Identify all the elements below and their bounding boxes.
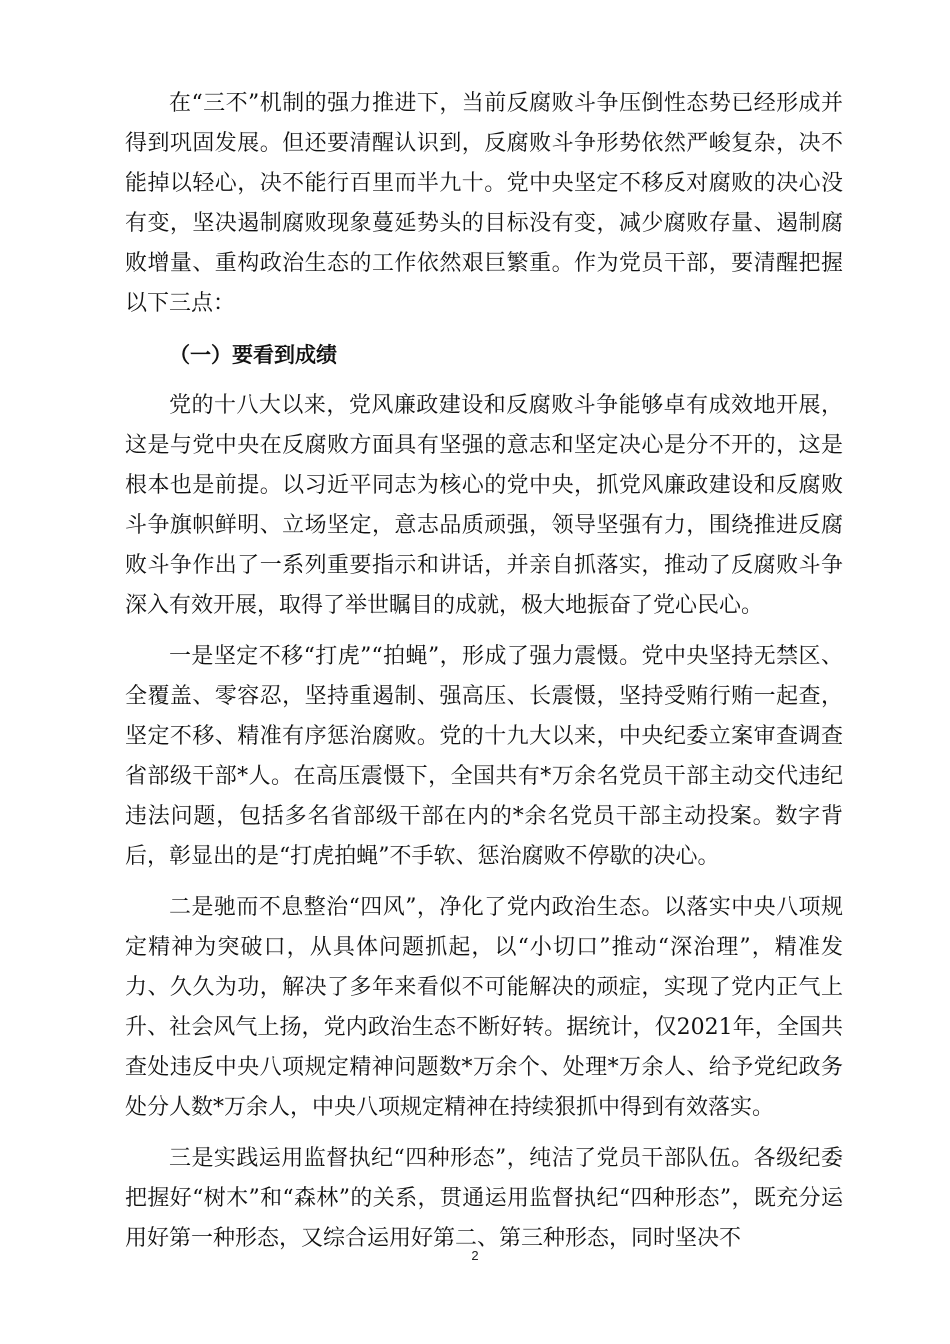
section-heading: （一）要看到成绩: [169, 343, 337, 367]
paragraph-point-one: 一是坚定不移“打虎”“拍蝇”，形成了强力震慑。党中央坚持无禁区、全覆盖、零容忍，坚持重遏制、强高压、长震慑，坚持受贿行贿一起查，坚定不移、精准有序惩治腐败。党的十九大以来，中央纪委立案审查调查省部级干部*人。在高压震慑下，全国共有*万余名党员干部主动交代违纪违法问题，包括多名省部级干部在内的*余名党员干部主动投案。数字背后，彰显出的是“打虎拍蝇”不手软、惩治腐败不停歇的决心。: [125, 644, 843, 869]
paragraph-achievements: 党的十八大以来，党风廉政建设和反腐败斗争能够卓有成效地开展，这是与党中央在反腐败方面具有坚强的意志和坚定决心是分不开的，这是根本也是前提。以习近平同志为核心的党中央，抓党风廉政建设和反腐败斗争旗帜鲜明、立场坚定，意志品质顽强，领导坚强有力，围绕推进反腐败斗争作出了一系列重要指示和讲话，并亲自抓落实，推动了反腐败斗争深入有效开展，取得了举世瞩目的成就，极大地振奋了党心民心。: [125, 393, 843, 618]
paragraph-point-three: 三是实践运用监督执纪“四种形态”，纯洁了党员干部队伍。各级纪委把握好“树木”和“森林”的关系，贯通运用监督执纪“四种形态”，既充分运用好第一种形态，又综合运用好第二、第三种形态，同时坚决不: [125, 1146, 843, 1251]
document-body: [125, 84, 843, 1270]
paragraph-point-two: 二是驰而不息整治“四风”，净化了党内政治生态。以落实中央八项规定精神为突破口，从具体问题抓起，以“小切口”推动“深治理”，精准发力、久久为功，解决了多年来看似不可能解决的顽症，实现了党内正气上升、社会风气上扬，党内政治生态不断好转。据统计，仅2021年，全国共查处违反中央八项规定精神问题数*万余个、处理*万余人、给予党纪政务处分人数*万余人，中央八项规定精神在持续狠抓中得到有效落实。: [125, 895, 843, 1120]
paragraph-intro: 在“三不”机制的强力推进下，当前反腐败斗争压倒性态势已经形成并得到巩固发展。但还要清醒认识到，反腐败斗争形势依然严峻复杂，决不能掉以轻心，决不能行百里而半九十。党中央坚定不移反对腐败的决心没有变，坚决遏制腐败现象蔓延势头的目标没有变，减少腐败存量、遏制腐败增量、重构政治生态的工作依然艰巨繁重。作为党员干部，要清醒把握以下三点：: [125, 91, 843, 316]
page-number: 2: [471, 1248, 479, 1263]
